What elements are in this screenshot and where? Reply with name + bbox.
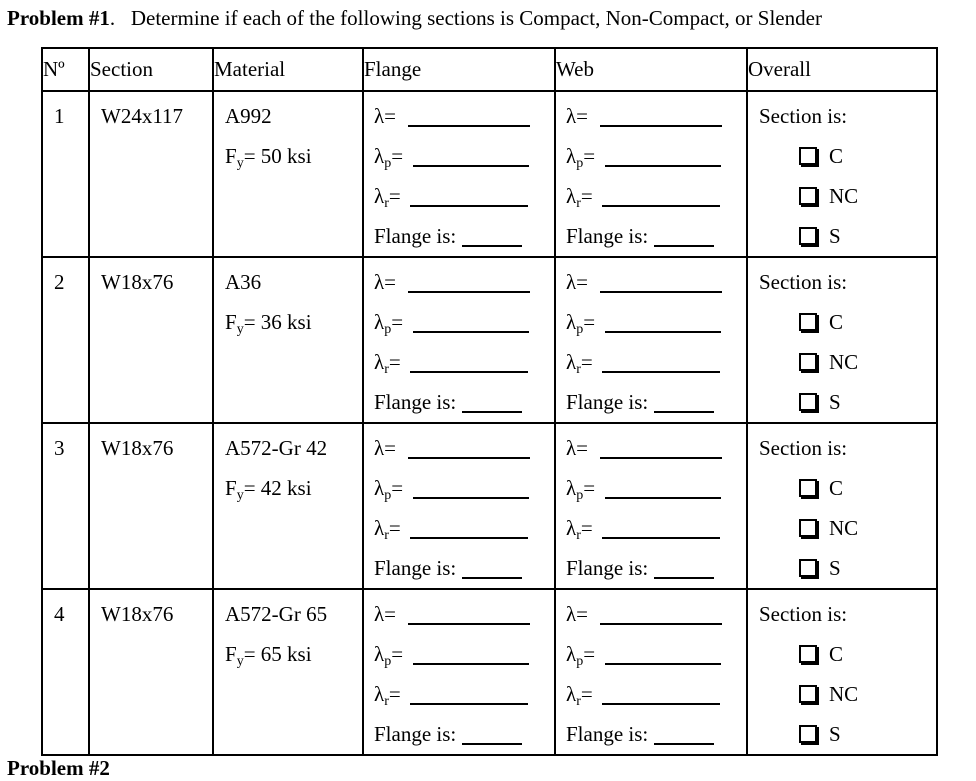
cell-overall (747, 257, 937, 423)
flange-lambda-p-blank[interactable] (413, 497, 529, 499)
lambda-r-line: λr= (374, 342, 554, 382)
checkbox-icon[interactable] (799, 645, 817, 663)
classification-line: Flange is: (566, 714, 746, 754)
web-classification-blank[interactable] (654, 577, 714, 579)
checkbox-icon[interactable] (799, 559, 817, 577)
web-lambda-r-blank[interactable] (602, 371, 720, 373)
option-c[interactable] (759, 468, 936, 508)
lambda-p-line: λp= (374, 634, 554, 674)
header-no: Nº (42, 48, 89, 91)
cell-web (555, 257, 747, 423)
problem-heading: Problem #1. Determine if each of the following sections is Compact, Non-Compact, or Slender (7, 6, 822, 30)
cell-web (555, 423, 747, 589)
flange-lambda-blank[interactable] (408, 623, 530, 625)
flange-lambda-p-blank[interactable] (413, 663, 529, 665)
flange-lambda-r-blank[interactable] (410, 205, 528, 207)
web-lambda-p-blank[interactable] (605, 663, 721, 665)
option-label: S (829, 722, 841, 746)
checkbox-icon[interactable] (799, 227, 817, 245)
cell-web (555, 589, 747, 755)
header-material: Material (213, 48, 363, 91)
web-lambda-r-blank[interactable] (602, 537, 720, 539)
table-row (42, 423, 937, 589)
web-classification-blank[interactable] (654, 411, 714, 413)
cell-overall (747, 91, 937, 257)
checkbox-icon[interactable] (799, 393, 817, 411)
classification-line: Flange is: (374, 216, 554, 256)
classification-line: Flange is: (374, 548, 554, 588)
lambda-line: λ= (566, 96, 746, 136)
lambda-line: λ= (566, 594, 746, 634)
cell-no: 4 (42, 589, 89, 755)
section-is-label: Section is: (759, 602, 848, 626)
flange-lambda-p-blank[interactable] (413, 165, 529, 167)
classification-line: Flange is: (566, 382, 746, 422)
flange-lambda-blank[interactable] (408, 457, 530, 459)
lambda-r-line: λr= (566, 674, 746, 714)
option-label: C (829, 476, 844, 500)
flange-lambda-r-blank[interactable] (410, 371, 528, 373)
web-classification-blank[interactable] (654, 245, 714, 247)
header-flange: Flange (363, 48, 555, 91)
web-lambda-blank[interactable] (600, 291, 722, 293)
option-nc[interactable] (759, 674, 936, 714)
checkbox-icon[interactable] (799, 187, 817, 205)
flange-classification-blank[interactable] (462, 245, 522, 247)
option-label: C (829, 310, 844, 334)
lambda-p-line: λp= (374, 136, 554, 176)
web-lambda-blank[interactable] (600, 125, 722, 127)
lambda-p-line: λp= (566, 136, 746, 176)
section-is-label: Section is: (759, 104, 848, 128)
cell-material (213, 423, 363, 589)
classification-line: Flange is: (566, 548, 746, 588)
lambda-p-line: λp= (374, 468, 554, 508)
option-label: C (829, 144, 844, 168)
table-row (42, 257, 937, 423)
flange-classification-blank[interactable] (462, 411, 522, 413)
option-label: S (829, 390, 841, 414)
yield-strength: Fy= 42 ksi (225, 476, 312, 503)
option-nc[interactable] (759, 342, 936, 382)
web-lambda-p-blank[interactable] (605, 497, 721, 499)
classification-line: Flange is: (566, 216, 746, 256)
checkbox-icon[interactable] (799, 313, 817, 331)
lambda-p-line: λp= (566, 634, 746, 674)
section-is-label: Section is: (759, 436, 848, 460)
option-s[interactable] (759, 382, 936, 422)
table-row (42, 589, 937, 755)
option-label: NC (829, 350, 859, 374)
lambda-line: λ= (374, 262, 554, 302)
section-is-label: Section is: (759, 270, 848, 294)
option-s[interactable] (759, 714, 936, 754)
header-section: Section (89, 48, 213, 91)
cell-no: 1 (42, 91, 89, 257)
web-classification-blank[interactable] (654, 743, 714, 745)
lambda-p-line: λp= (374, 302, 554, 342)
cell-section: W24x117 (89, 91, 213, 257)
cell-flange (363, 589, 555, 755)
cell-section: W18x76 (89, 423, 213, 589)
option-c[interactable] (759, 302, 936, 342)
material-grade: A572-Gr 65 (225, 602, 328, 626)
table-header-row (42, 48, 937, 91)
flange-lambda-blank[interactable] (408, 291, 530, 293)
flange-lambda-blank[interactable] (408, 125, 530, 127)
next-problem-heading: Problem #2 (7, 756, 110, 780)
lambda-r-line: λr= (566, 508, 746, 548)
web-lambda-r-blank[interactable] (602, 703, 720, 705)
flange-classification-blank[interactable] (462, 743, 522, 745)
lambda-p-line: λp= (566, 468, 746, 508)
lambda-r-line: λr= (566, 176, 746, 216)
cell-section: W18x76 (89, 589, 213, 755)
web-lambda-p-blank[interactable] (605, 165, 721, 167)
cell-web (555, 91, 747, 257)
option-s[interactable] (759, 548, 936, 588)
option-c[interactable] (759, 634, 936, 674)
cell-no: 2 (42, 257, 89, 423)
lambda-line: λ= (374, 428, 554, 468)
material-grade: A572-Gr 42 (225, 436, 328, 460)
flange-lambda-r-blank[interactable] (410, 537, 528, 539)
option-label: NC (829, 516, 859, 540)
material-grade: A36 (225, 270, 262, 294)
lambda-r-line: λr= (374, 176, 554, 216)
cell-overall (747, 589, 937, 755)
cell-flange (363, 423, 555, 589)
flange-lambda-r-blank[interactable] (410, 703, 528, 705)
option-label: NC (829, 682, 859, 706)
material-grade: A992 (225, 104, 272, 128)
web-lambda-r-blank[interactable] (602, 205, 720, 207)
web-lambda-blank[interactable] (600, 457, 722, 459)
checkbox-icon[interactable] (799, 519, 817, 537)
lambda-line: λ= (374, 96, 554, 136)
cell-material (213, 257, 363, 423)
checkbox-icon[interactable] (799, 685, 817, 703)
web-lambda-blank[interactable] (600, 623, 722, 625)
cell-overall (747, 423, 937, 589)
checkbox-icon[interactable] (799, 147, 817, 165)
cell-no: 3 (42, 423, 89, 589)
cell-flange (363, 91, 555, 257)
checkbox-icon[interactable] (799, 725, 817, 743)
sections-table (41, 47, 938, 756)
checkbox-icon[interactable] (799, 353, 817, 371)
lambda-r-line: λr= (374, 508, 554, 548)
option-nc[interactable] (759, 176, 936, 216)
checkbox-icon[interactable] (799, 479, 817, 497)
option-label: S (829, 224, 841, 248)
table-row (42, 91, 937, 257)
lambda-line: λ= (374, 594, 554, 634)
cell-material (213, 91, 363, 257)
lambda-p-line: λp= (566, 302, 746, 342)
problem-number: Problem #1 (7, 6, 110, 30)
yield-strength: Fy= 65 ksi (225, 642, 312, 669)
yield-strength: Fy= 50 ksi (225, 144, 312, 171)
option-label: S (829, 556, 841, 580)
header-web: Web (555, 48, 747, 91)
option-nc[interactable] (759, 508, 936, 548)
option-label: C (829, 642, 844, 666)
option-s[interactable] (759, 216, 936, 256)
lambda-line: λ= (566, 262, 746, 302)
classification-line: Flange is: (374, 714, 554, 754)
option-c[interactable] (759, 136, 936, 176)
web-lambda-p-blank[interactable] (605, 331, 721, 333)
header-overall: Overall (747, 48, 937, 91)
flange-classification-blank[interactable] (462, 577, 522, 579)
cell-section: W18x76 (89, 257, 213, 423)
yield-strength: Fy= 36 ksi (225, 310, 312, 337)
cell-flange (363, 257, 555, 423)
problem-instruction: Determine if each of the following sections is Compact, Non-Compact, or Slender (130, 6, 822, 30)
classification-line: Flange is: (374, 382, 554, 422)
lambda-line: λ= (566, 428, 746, 468)
cell-material (213, 589, 363, 755)
flange-lambda-p-blank[interactable] (413, 331, 529, 333)
lambda-r-line: λr= (374, 674, 554, 714)
option-label: NC (829, 184, 859, 208)
lambda-r-line: λr= (566, 342, 746, 382)
